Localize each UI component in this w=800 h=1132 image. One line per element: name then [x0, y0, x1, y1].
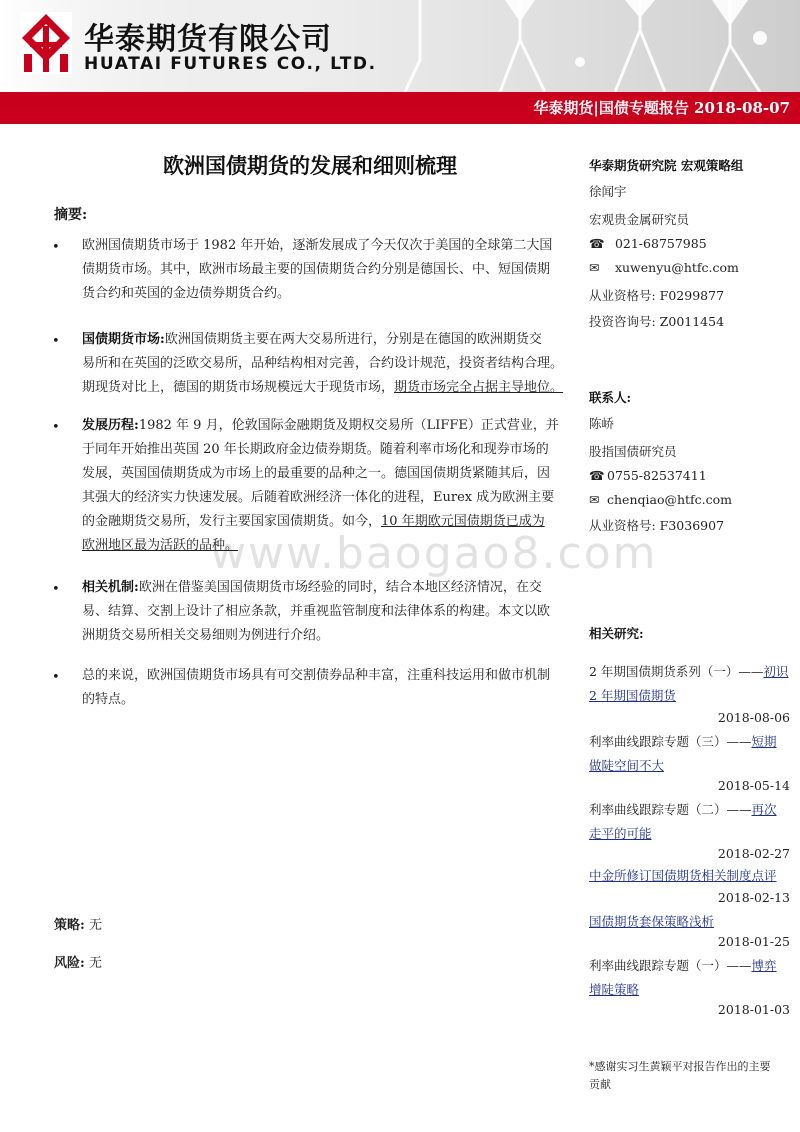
highlight-text: 10 年期欧元国债期货已成为: [381, 514, 545, 529]
related-item: [589, 866, 777, 884]
contact-title: 股指国债研究员: [589, 444, 677, 459]
analyst-email[interactable]: xuwenyu@htfc.com: [614, 260, 739, 275]
risk-value: 无: [88, 956, 102, 971]
company-name-en: HUATAI FUTURES CO., LTD.: [84, 54, 377, 74]
envelope-icon: ✉: [589, 260, 600, 275]
bullet-marker: •: [52, 334, 60, 349]
analyst-phone-row: [589, 236, 707, 251]
related-item-continued: [589, 980, 639, 998]
page-header: [0, 0, 800, 92]
related-item-date: 2018-01-25: [717, 934, 790, 949]
related-item-link[interactable]: 做陡空间不大: [589, 758, 665, 773]
bullet-marker: •: [52, 670, 60, 685]
related-item-continued: [589, 756, 664, 774]
text-line: 发展，英国国债期货成为市场上的最重要的品种之一。德国国债期货紧随其后，因: [82, 466, 551, 481]
text-line: 欧洲国债期货市场于 1982 年开始，逐渐发展成了今天仅次于美国的全球第二大国: [82, 238, 553, 253]
related-item-link[interactable]: 短期: [751, 734, 777, 749]
institute-name: 华泰期货研究院 宏观策略组: [589, 158, 744, 173]
related-item-date: 2018-05-14: [717, 778, 790, 793]
text-line: 的金融期货交易所，发行主要国家国债期货。如今，: [82, 514, 382, 529]
analyst-consult-number: 投资咨询号: Z0011454: [589, 314, 725, 329]
related-item-link[interactable]: 初识: [763, 664, 789, 679]
contact-email-row: [589, 492, 732, 507]
header-divider: [0, 122, 800, 124]
text-line: 洲期货交易所相关交易细则为例进行介绍。: [82, 628, 330, 643]
paragraph-heading: 相关机制:: [82, 580, 139, 595]
analyst-phone: 021-68757985: [614, 236, 707, 251]
contact-phone-row: [589, 468, 707, 483]
text-line: 其强大的经济实力快速发展。后随着欧洲经济一体化的进程，Eurex 成为欧洲主要: [82, 490, 555, 505]
related-item-date: 2018-08-06: [717, 710, 790, 725]
related-item-link[interactable]: 国债期货套保策略浅析: [589, 914, 715, 929]
paragraph-heading: 国债期货市场:: [82, 332, 165, 347]
text-line: 期现货对比上，德国的期货市场规模远大于现货市场，: [82, 380, 395, 395]
contact-label: 联系人:: [589, 390, 632, 405]
related-item: [589, 956, 777, 974]
related-item-prefix: 利率曲线跟踪专题（三）——: [589, 734, 752, 749]
related-item-prefix: 利率曲线跟踪专题（一）——: [589, 958, 752, 973]
text-line: 欧洲在借鉴美国国债期货市场经验的同时，结合本地区经济情况，在交: [138, 580, 542, 595]
analyst-qualification: 从业资格号: F0299877: [589, 288, 725, 303]
highlight-text: 欧洲地区最为活跃的品种。: [82, 538, 239, 553]
text-line: 易、结算、交割上设计了相应条款，并重视监管制度和法律体系的构建。本文以欧: [82, 604, 551, 619]
risk-label: 风险:: [54, 956, 85, 971]
text-line: 债期货市场。其中，欧洲市场最主要的国债期货合约分别是德国长、中、短国债期: [82, 262, 551, 277]
abstract-paragraph-history: [82, 414, 580, 558]
phone-icon: ☎: [589, 468, 605, 483]
watermark: www.baogao8.com: [210, 528, 658, 579]
abstract-paragraph-mechanism: [82, 576, 580, 648]
related-item-date: 2018-01-03: [717, 1002, 790, 1017]
related-item-date: 2018-02-13: [717, 890, 790, 905]
related-item-link[interactable]: 走平的可能: [589, 826, 652, 841]
strategy-label: 策略:: [54, 918, 85, 933]
text-line: 的特点。: [82, 692, 135, 707]
huatai-logo-icon: [20, 12, 72, 74]
related-item: [589, 662, 788, 680]
acknowledgement-note: [589, 1058, 794, 1094]
related-item-link[interactable]: 增陡策略: [589, 982, 640, 997]
text-line: 于同年开始推出英国 20 年长期政府金边债券期货。随着利率市场化和现券市场的: [82, 442, 549, 457]
abstract-paragraph-summary: [82, 664, 580, 712]
highlight-text: 期货市场完全占据主导地位。: [394, 380, 564, 395]
related-item-link[interactable]: 博弈: [751, 958, 777, 973]
bullet-marker: •: [52, 240, 60, 255]
analyst-email-row: [589, 260, 739, 275]
company-name-cn: 华泰期货有限公司: [84, 22, 332, 57]
abstract-paragraph-overview: [82, 234, 580, 306]
related-item-link[interactable]: 中金所修订国债期货相关制度点评: [589, 868, 777, 883]
risk-line: [54, 952, 102, 971]
abstract-label: 摘要:: [54, 207, 88, 223]
related-item-link[interactable]: 再次: [751, 802, 777, 817]
envelope-icon: ✉: [589, 492, 600, 507]
bullet-marker: •: [52, 582, 60, 597]
contact-email[interactable]: chenqiao@htfc.com: [607, 492, 733, 507]
text-line: 欧洲国债期货主要在两大交易所进行，分别是在德国的欧洲期货交: [164, 332, 542, 347]
related-item-continued: [589, 686, 676, 704]
text-line: 总的来说，欧洲国债期货市场具有可交割债券品种丰富，注重科技运用和做市机制: [82, 668, 551, 683]
analyst-name: 徐闻宇: [589, 184, 627, 199]
related-item-date: 2018-02-27: [717, 846, 790, 861]
bullet-marker: •: [52, 420, 60, 435]
text-line: 1982 年 9 月，伦敦国际金融期货及期权交易所（LIFFE）正式营业，并: [138, 418, 559, 433]
strategy-value: 无: [88, 918, 102, 933]
text-line: 货合约和英国的金边债券期货合约。: [82, 286, 291, 301]
strategy-line: [54, 914, 102, 933]
contact-name: 陈峤: [589, 416, 615, 431]
related-item-continued: [589, 824, 652, 842]
contact-qualification: 从业资格号: F3036907: [589, 518, 725, 533]
related-item: [589, 732, 777, 750]
contact-phone: 0755-82537411: [607, 468, 707, 483]
note-line: 贡献: [589, 1078, 611, 1091]
phone-icon: ☎: [589, 236, 605, 251]
note-line: *感谢实习生黄颖平对报告作出的主要: [589, 1060, 771, 1073]
page-title: 欧洲国债期货的发展和细则梳理: [163, 153, 457, 178]
abstract-paragraph-market: [82, 328, 580, 400]
text-line: 易所和在英国的泛欧交易所，品种结构相对完善，合约设计规范，投资者结构合理。: [82, 356, 564, 371]
related-item: [589, 912, 714, 930]
related-item-prefix: 2 年期国债期货系列（一）——: [589, 664, 764, 679]
related-item: [589, 800, 777, 818]
report-tag: 华泰期货|国债专题报告 2018-08-07: [533, 99, 790, 117]
related-research-label: 相关研究:: [589, 626, 644, 641]
paragraph-heading: 发展历程:: [82, 418, 139, 433]
analyst-title: 宏观贵金属研究员: [589, 212, 690, 227]
related-item-link[interactable]: 2 年期国债期货: [589, 688, 676, 703]
related-item-prefix: 利率曲线跟踪专题（二）——: [589, 802, 752, 817]
